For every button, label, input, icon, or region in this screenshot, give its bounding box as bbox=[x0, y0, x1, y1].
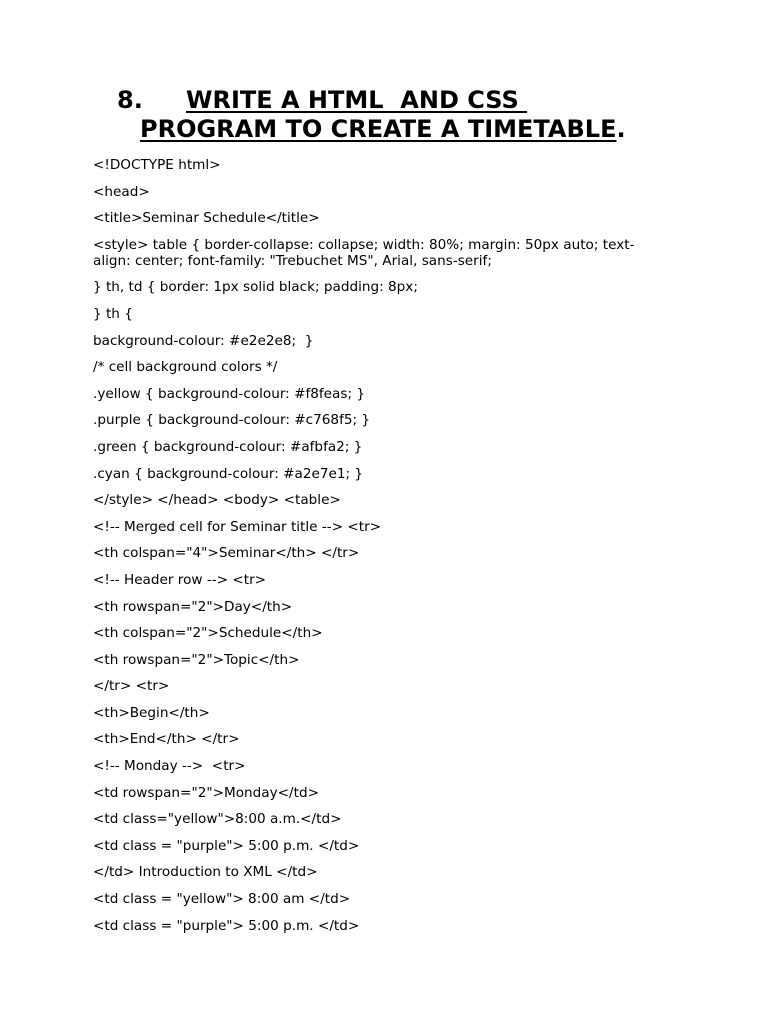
code-line: <th rowspan="2">Topic</th> bbox=[93, 651, 300, 668]
code-line: } th { bbox=[93, 305, 133, 322]
code-line: <!-- Monday --> <tr> bbox=[93, 758, 246, 775]
code-line: <th colspan="4">Seminar</th> </tr> bbox=[93, 545, 360, 562]
code-line: <!-- Merged cell for Seminar title --> <tr> bbox=[93, 518, 382, 535]
code-line: </tr> <tr> bbox=[93, 678, 170, 695]
code-listing bbox=[93, 157, 668, 944]
code-line: </td> Introduction to XML </td> bbox=[93, 864, 318, 881]
code-line: <td class = "purple"> 5:00 p.m. </td> bbox=[93, 837, 360, 854]
code-line: .purple { background-colour: #c768f5; } bbox=[93, 412, 371, 429]
code-line: background-colour: #e2e2e8; } bbox=[93, 332, 314, 349]
document-heading bbox=[117, 86, 737, 144]
code-line: <th rowspan="2">Day</th> bbox=[93, 598, 293, 615]
code-line: } th, td { border: 1px solid black; padding: 8px; bbox=[93, 279, 418, 296]
code-line: <td class = "yellow"> 8:00 am </td> bbox=[93, 891, 351, 908]
code-line: <!-- Header row --> <tr> bbox=[93, 571, 267, 588]
heading-title-part-2: PROGRAM TO CREATE A TIMETABLE bbox=[140, 115, 617, 143]
code-line: .green { background-colour: #afbfa2; } bbox=[93, 438, 363, 455]
code-line: /* cell background colors */ bbox=[93, 359, 278, 376]
heading-number: 8. bbox=[117, 86, 143, 114]
code-line: </style> </head> <body> <table> bbox=[93, 492, 341, 509]
code-line: <!DOCTYPE html> bbox=[93, 157, 221, 173]
code-line: <title>Seminar Schedule</title> bbox=[93, 210, 320, 227]
code-line: <td class = "purple"> 5:00 p.m. </td> bbox=[93, 917, 360, 934]
heading-line-1 bbox=[117, 86, 737, 115]
code-line: <style> table { border-collapse: collapse; width: 80%; margin: 50px auto; text-align: center; font-family: "Trebuchet MS", Arial, sans-serif; bbox=[93, 236, 635, 269]
heading-line-2 bbox=[117, 115, 737, 144]
code-line: <th colspan="2">Schedule</th> bbox=[93, 625, 323, 642]
code-line: <td class="yellow">8:00 a.m.</td> bbox=[93, 811, 342, 828]
code-line: <td rowspan="2">Monday</td> bbox=[93, 784, 319, 801]
code-line: <th>Begin</th> bbox=[93, 704, 210, 721]
heading-period: . bbox=[616, 115, 626, 143]
code-line: <head> bbox=[93, 183, 150, 200]
heading-title-part-1: WRITE A HTML AND CSS bbox=[186, 86, 528, 114]
code-line: .cyan { background-colour: #a2e7e1; } bbox=[93, 465, 364, 482]
code-line: <th>End</th> </tr> bbox=[93, 731, 240, 748]
code-line: .yellow { background-colour: #f8feas; } bbox=[93, 385, 366, 402]
